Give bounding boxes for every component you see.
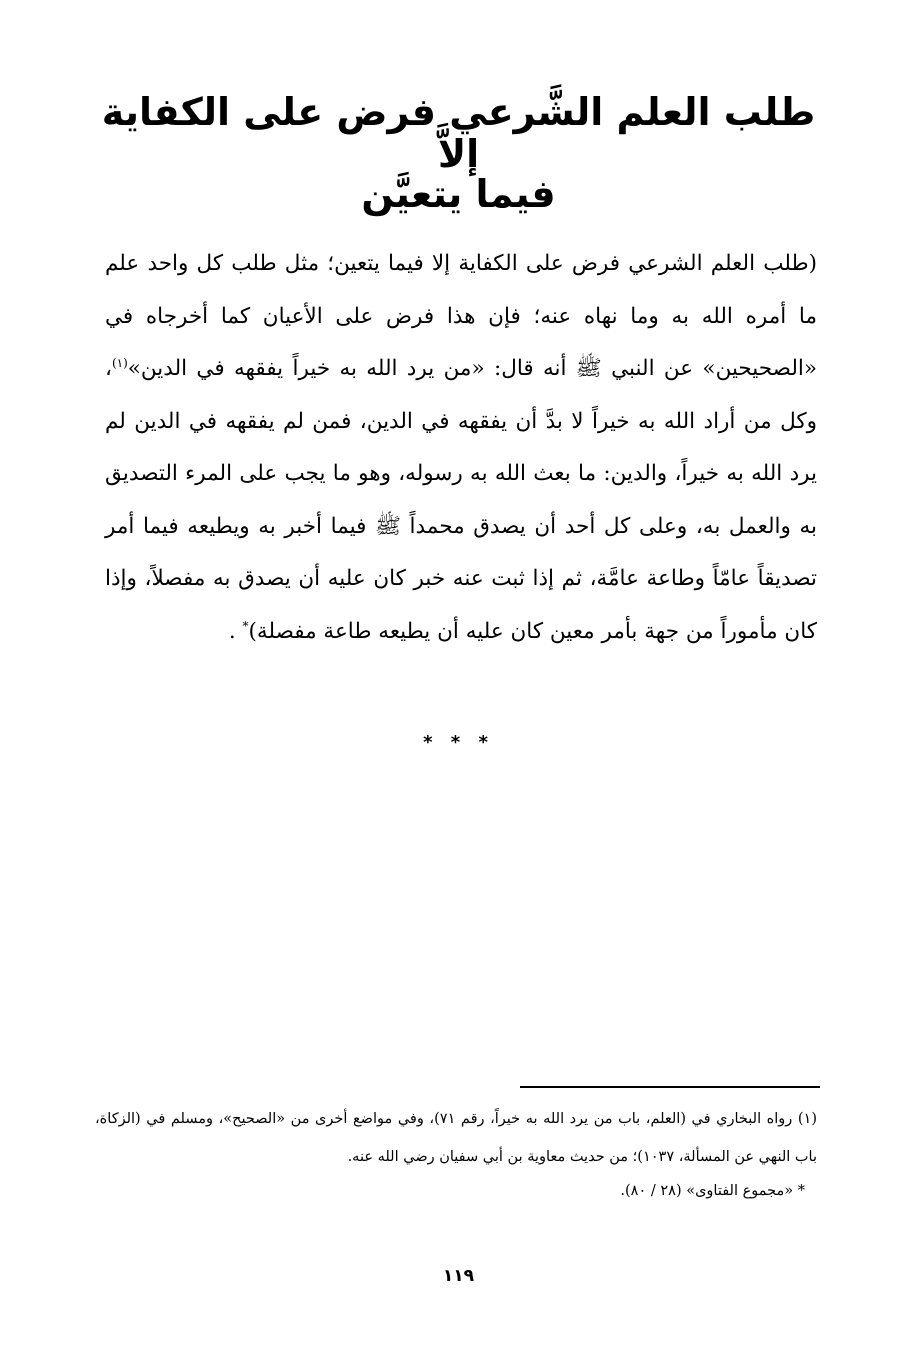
page-title-line-2: فيما يتعيَّن [361, 172, 556, 216]
footnote-reference-1[interactable]: (١) [111, 355, 128, 370]
footnote-1: (١) رواه البخاري في (العلم، باب من يرد الله به خيراً، رقم ٧١)، وفي مواضع أخرى من «الصحيح»، ومسلم في (الزكاة، باب النهي عن المسألة، ١٠٣٧)؛ من حديث معاوية بن أبي سفيان رضي الله عنه. [95, 1111, 817, 1165]
source-reference-marker[interactable]: * [242, 618, 249, 633]
section-separator: * * * [423, 732, 494, 753]
body-end-period: . [228, 618, 236, 644]
footnote-source: * «مجموع الفتاوى» (٢٨ / ٨٠). [620, 1183, 805, 1199]
body-text-part-1: (طلب العلم الشرعي فرض على الكفاية إلا فيما يتعين؛ مثل طلب كل واحد علم ما أمره الله به وما نهاه عنه؛ فإن هذا فرض على الأعيان كما أخرجاه في «الصحيحين» عن النبي ﷺ أنه قال: «من يرد الله به خيراً يفقهه في الدين» [105, 251, 817, 381]
page-title-line-1: طلب العلم الشَّرعي فرض على الكفاية إلاَّ [101, 90, 816, 176]
page-number: ١١٩ [442, 1266, 475, 1286]
footnotes-section [95, 1100, 817, 1206]
body-paragraph [105, 238, 817, 658]
body-text-part-2: ، وكل من أراد الله به خيراً لا بدَّ أن يفقهه في الدين، فمن لم يفقهه في الدين لم يرد الله به خيراً، والدين: ما بعث الله به رسوله، وهو ما يجب على المرء التصديق به والعمل به، وعلى كل أحد أن يصدق محمداً ﷺ فيما أخبر به ويطيعه فيما أمر تصديقاً عامّاً وطاعة عامَّة، ثم إذا ثبت عنه خبر كان عليه أن يصدق به مفصلاً، وإذا كان مأموراً من جهة بأمر معين كان عليه أن يطيعه طاعة مفصلة) [105, 356, 817, 644]
footnote-divider [520, 1086, 820, 1088]
